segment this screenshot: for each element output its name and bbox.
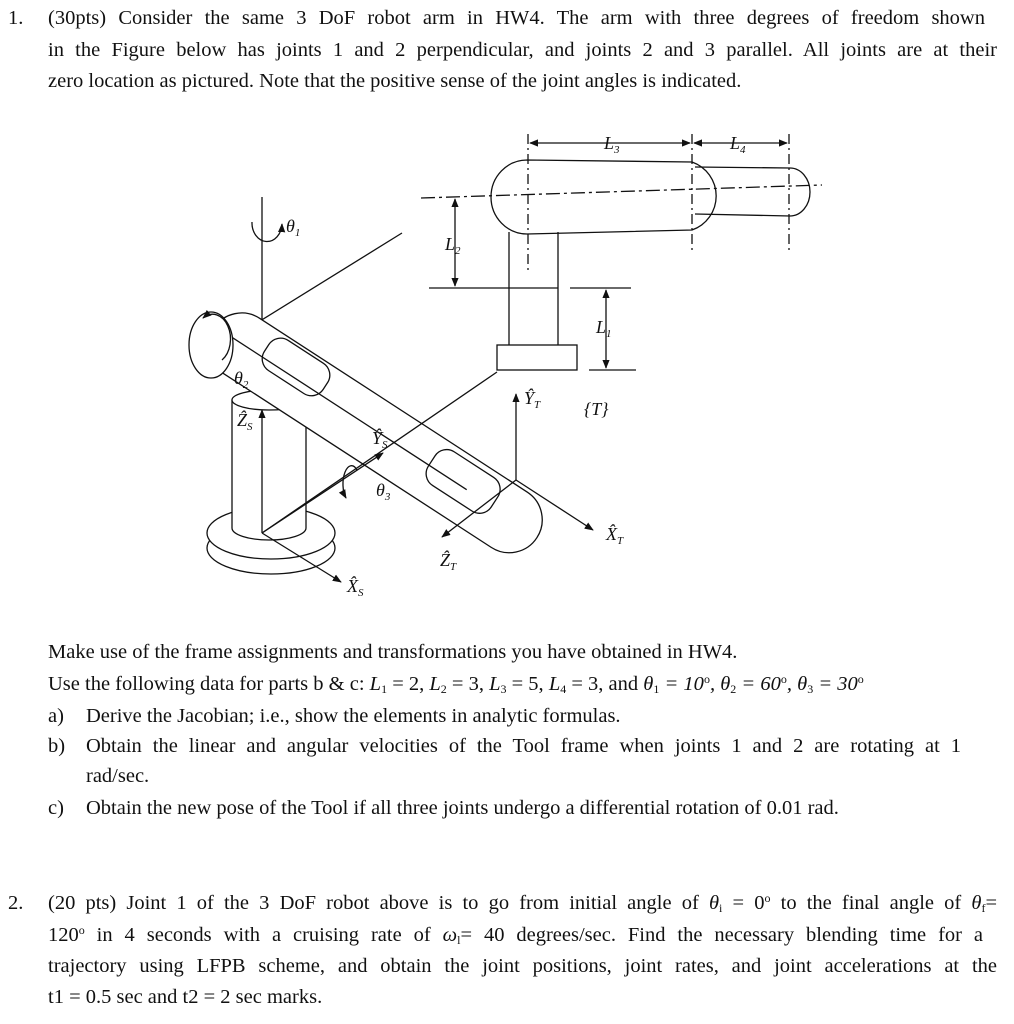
part-b-text-2: rad/sec.: [86, 765, 150, 787]
label-YS: $Ŷ_S$: [372, 428, 388, 451]
label-T-frame: {T}: [584, 399, 609, 419]
label-YT: $Ŷ_T$: [524, 388, 541, 411]
problem2-line-1: (20 pts) Joint 1 of the 3 DoF robot above is to go from initial angle of $\theta_i = 0^o$ to the final angle of $\theta_f=$: [48, 891, 998, 915]
label-theta3: $\theta_3$: [376, 480, 391, 503]
side-view-drawing: [421, 134, 822, 370]
label-XT: $X̂_T$: [606, 524, 624, 547]
label-L2: $L_2$: [445, 234, 461, 257]
link4-capsule: [695, 167, 810, 216]
data-line: Use the following data for parts b & c: $L_1 = 2$, $L_2 = 3$, $L_3 = 5$, $L_4 = 3$, and $\theta_1 = 10^o$, $\theta_2 = 60^o$, $\theta_3 = 30^o$: [48, 672, 864, 696]
part-b-label: b): [48, 735, 66, 757]
label-ZT: Ẑ$_T$: [440, 550, 457, 573]
label-theta1: $\theta_1$: [286, 216, 301, 239]
label-L3: $L_3$: [604, 133, 620, 156]
problem2-number: 2.: [8, 892, 24, 914]
problem2-line-4: t1 = 0.5 sec and t2 = 2 sec marks.: [48, 986, 323, 1008]
label-L1: $L_1$: [596, 317, 612, 340]
problem2-line-2: 120$^o$ in 4 seconds with a cruising rate of $\omega_l= 40$ degrees/sec. Find the necessary blending time for a: [48, 923, 983, 947]
problem2-line-3: trajectory using LFPB scheme, and obtain the joint positions, joint rates, and joint accelerations at the: [48, 955, 997, 977]
centerline: [421, 185, 822, 198]
link3-capsule: [491, 160, 716, 234]
problem1-number: 1.: [8, 7, 24, 29]
part-b-text-1: Obtain the linear and angular velocities of the Tool frame when joints 1 and 2 are rotating at 1: [86, 735, 961, 757]
theta3-rotation-arrow: [343, 466, 357, 498]
problem1-line-1: (30pts) Consider the same 3 DoF robot arm in HW4. The arm with three degrees of freedom shown: [48, 7, 985, 29]
problem1-line-2: in the Figure below has joints 1 and 2 perpendicular, and joints 2 and 3 parallel. All joints are at their: [48, 39, 997, 61]
label-theta2: $\theta_2$: [234, 368, 249, 391]
part-c-label: c): [48, 797, 64, 819]
part-a-text: Derive the Jacobian; i.e., show the elements in analytic formulas.: [86, 705, 621, 727]
label-L4: $L_4$: [730, 133, 746, 156]
theta1-rotation-arrow: [252, 222, 282, 241]
problem1-line-3: zero location as pictured. Note that the positive sense of the joint angles is indicated.: [48, 70, 742, 92]
part-a-label: a): [48, 705, 64, 727]
part-c-text: Obtain the new pose of the Tool if all three joints undergo a differential rotation of 0.01 rad.: [86, 797, 839, 819]
label-XS: $X̂_S$: [347, 576, 364, 599]
intro-text: Make use of the frame assignments and transformations you have obtained in HW4.: [48, 641, 738, 663]
joint2-cap: [189, 312, 233, 378]
base-block: [497, 345, 577, 370]
label-ZS: Ẑ$_S$: [237, 410, 253, 433]
